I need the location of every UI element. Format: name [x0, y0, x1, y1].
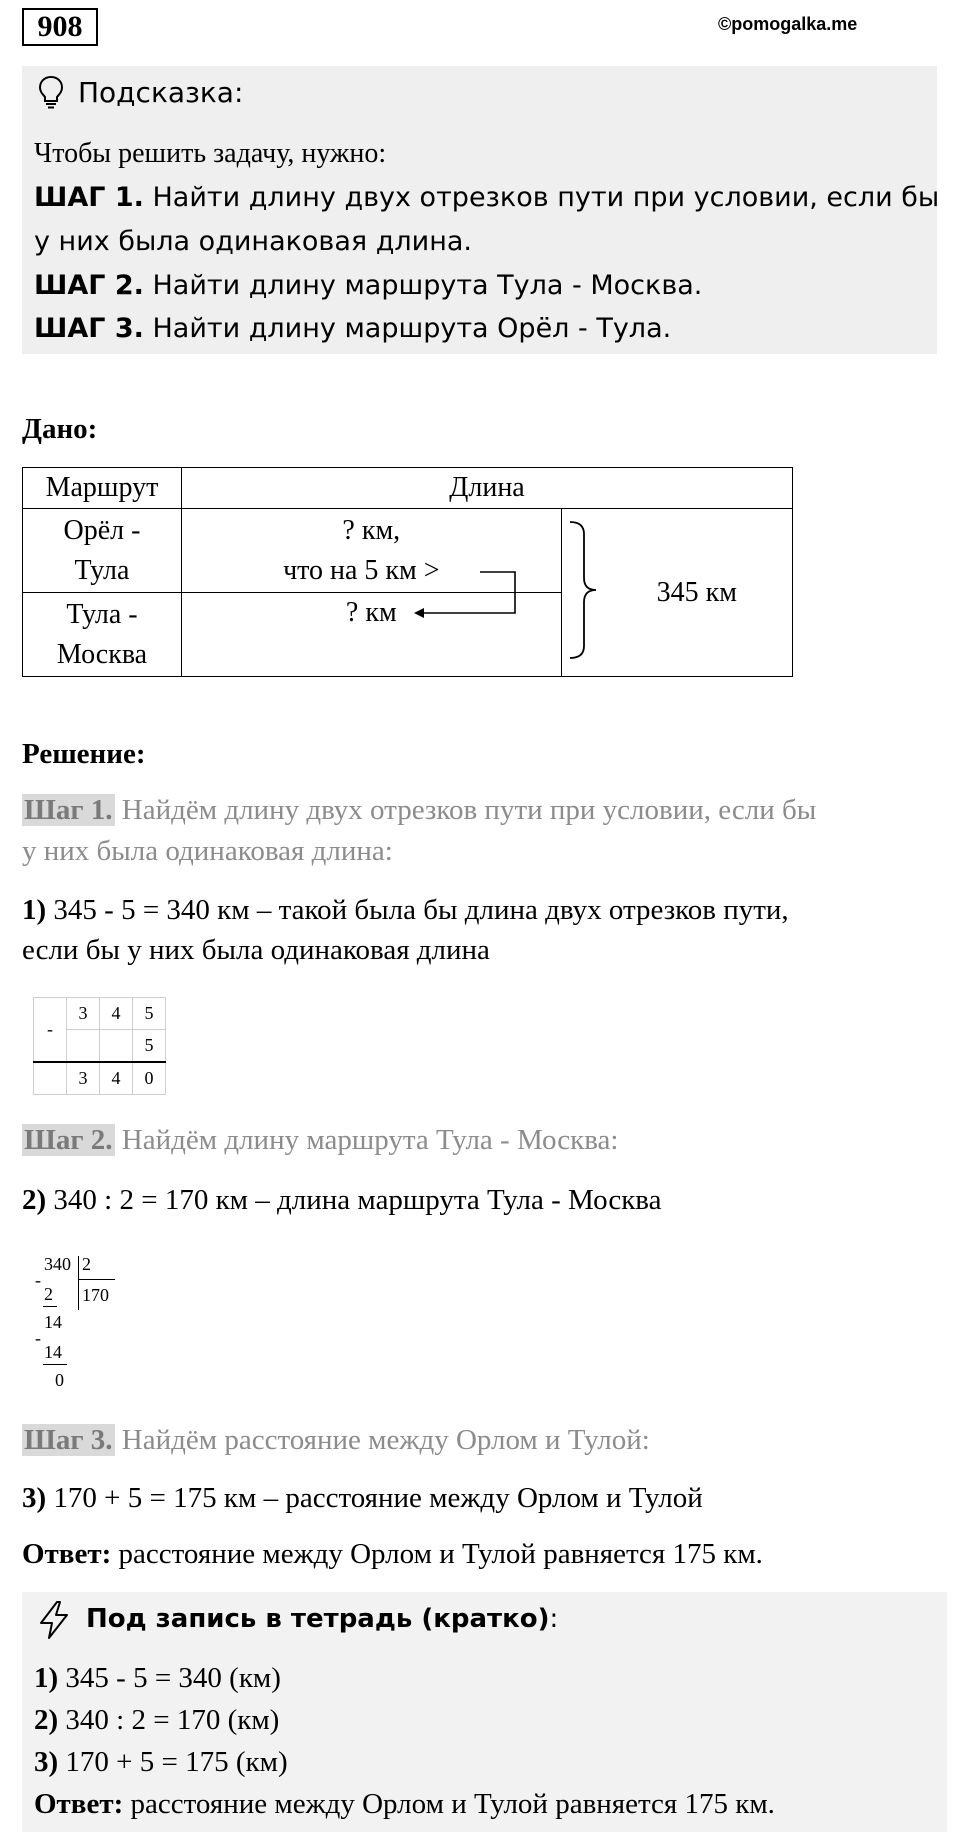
div-sub-2: 14	[44, 1342, 62, 1362]
digit: 4	[100, 1062, 133, 1095]
div-divisor-line	[79, 1279, 115, 1280]
div-remainder-1: 14	[44, 1312, 62, 1332]
digit: 4	[100, 998, 133, 1030]
hint-step-1-cont: у них была одинаковая длина.	[34, 226, 472, 257]
div-remainder-2: 0	[55, 1370, 64, 1390]
length-tula-moscow: ? км	[182, 593, 562, 677]
digit: 5	[133, 1030, 166, 1063]
step-2-heading: Шаг 2. Найдём длину маршрута Тула - Москва:	[24, 1124, 619, 1156]
route-orel-tula: Орёл - Тула	[23, 509, 182, 593]
given-title: Дано:	[22, 413, 98, 445]
digit	[67, 1030, 100, 1063]
div-quotient: 170	[82, 1285, 109, 1305]
digit: 3	[67, 1062, 100, 1095]
notebook-answer: Ответ: расстояние между Орлом и Тулой равняется 175 км.	[34, 1788, 775, 1820]
comparison-arrow	[400, 560, 540, 620]
route-tula-moscow: Тула - Москва	[23, 593, 182, 677]
div-minus: -	[35, 1328, 41, 1348]
column-subtraction	[33, 997, 166, 1095]
equation-1: 1) 345 - 5 = 340 км – такой была бы длина двух отрезков пути,	[22, 894, 789, 926]
div-sub-1: 2	[44, 1284, 53, 1304]
equation-3: 3) 170 + 5 = 175 км – расстояние между Орлом и Тулой	[22, 1482, 703, 1514]
hint-intro: Чтобы решить задачу, нужно:	[34, 138, 387, 169]
total-length: 345 км	[561, 509, 792, 677]
digit	[100, 1030, 133, 1063]
equation-1-cont: если бы у них была одинаковая длина	[22, 934, 490, 966]
lightning-icon	[36, 1600, 72, 1640]
div-divisor: 2	[82, 1254, 91, 1274]
step-1-heading: Шаг 1. Найдём длину двух отрезков пути при условии, если бы	[24, 794, 817, 826]
hint-step-1: ШАГ 1. Найти длину двух отрезков пути при условии, если бы	[34, 182, 940, 213]
digit	[34, 1062, 67, 1095]
digit: 3	[67, 998, 100, 1030]
length-orel-tula: ? км, что на 5 км >	[182, 509, 562, 593]
brace-icon	[568, 520, 608, 660]
task-number: 908	[22, 8, 98, 46]
hint-step-3: ШАГ 3. Найти длину маршрута Орёл - Тула.	[34, 313, 672, 344]
notebook-line-3: 3) 170 + 5 = 175 (км)	[34, 1746, 288, 1778]
header-length: Длина	[182, 468, 793, 509]
div-vertical-line	[78, 1256, 79, 1310]
equation-2: 2) 340 : 2 = 170 км – длина маршрута Тула - Москва	[22, 1184, 662, 1216]
hint-title: Подсказка:	[78, 76, 244, 109]
solution-title: Решение:	[22, 738, 146, 770]
notebook-line-1: 1) 345 - 5 = 340 (км)	[34, 1662, 281, 1694]
header-route: Маршрут	[23, 468, 182, 509]
minus-sign: -	[34, 998, 67, 1063]
div-line	[43, 1306, 57, 1307]
answer: Ответ: расстояние между Орлом и Тулой равняется 175 км.	[22, 1538, 763, 1570]
div-line	[43, 1364, 67, 1365]
digit: 0	[133, 1062, 166, 1095]
site-watermark: ©pomogalka.me	[718, 14, 858, 34]
step-1-heading-cont: у них была одинаковая длина:	[22, 835, 393, 867]
notebook-title: Под запись в тетрадь (кратко):	[86, 1604, 559, 1634]
notebook-line-2: 2) 340 : 2 = 170 (км)	[34, 1704, 280, 1736]
step-3-heading: Шаг 3. Найдём расстояние между Орлом и Тулой:	[24, 1424, 650, 1456]
div-dividend: 340	[44, 1254, 71, 1274]
digit: 5	[133, 998, 166, 1030]
hint-step-2: ШАГ 2. Найти длину маршрута Тула - Москва.	[34, 270, 703, 301]
lightbulb-icon	[36, 74, 66, 110]
div-minus: -	[35, 1270, 41, 1290]
